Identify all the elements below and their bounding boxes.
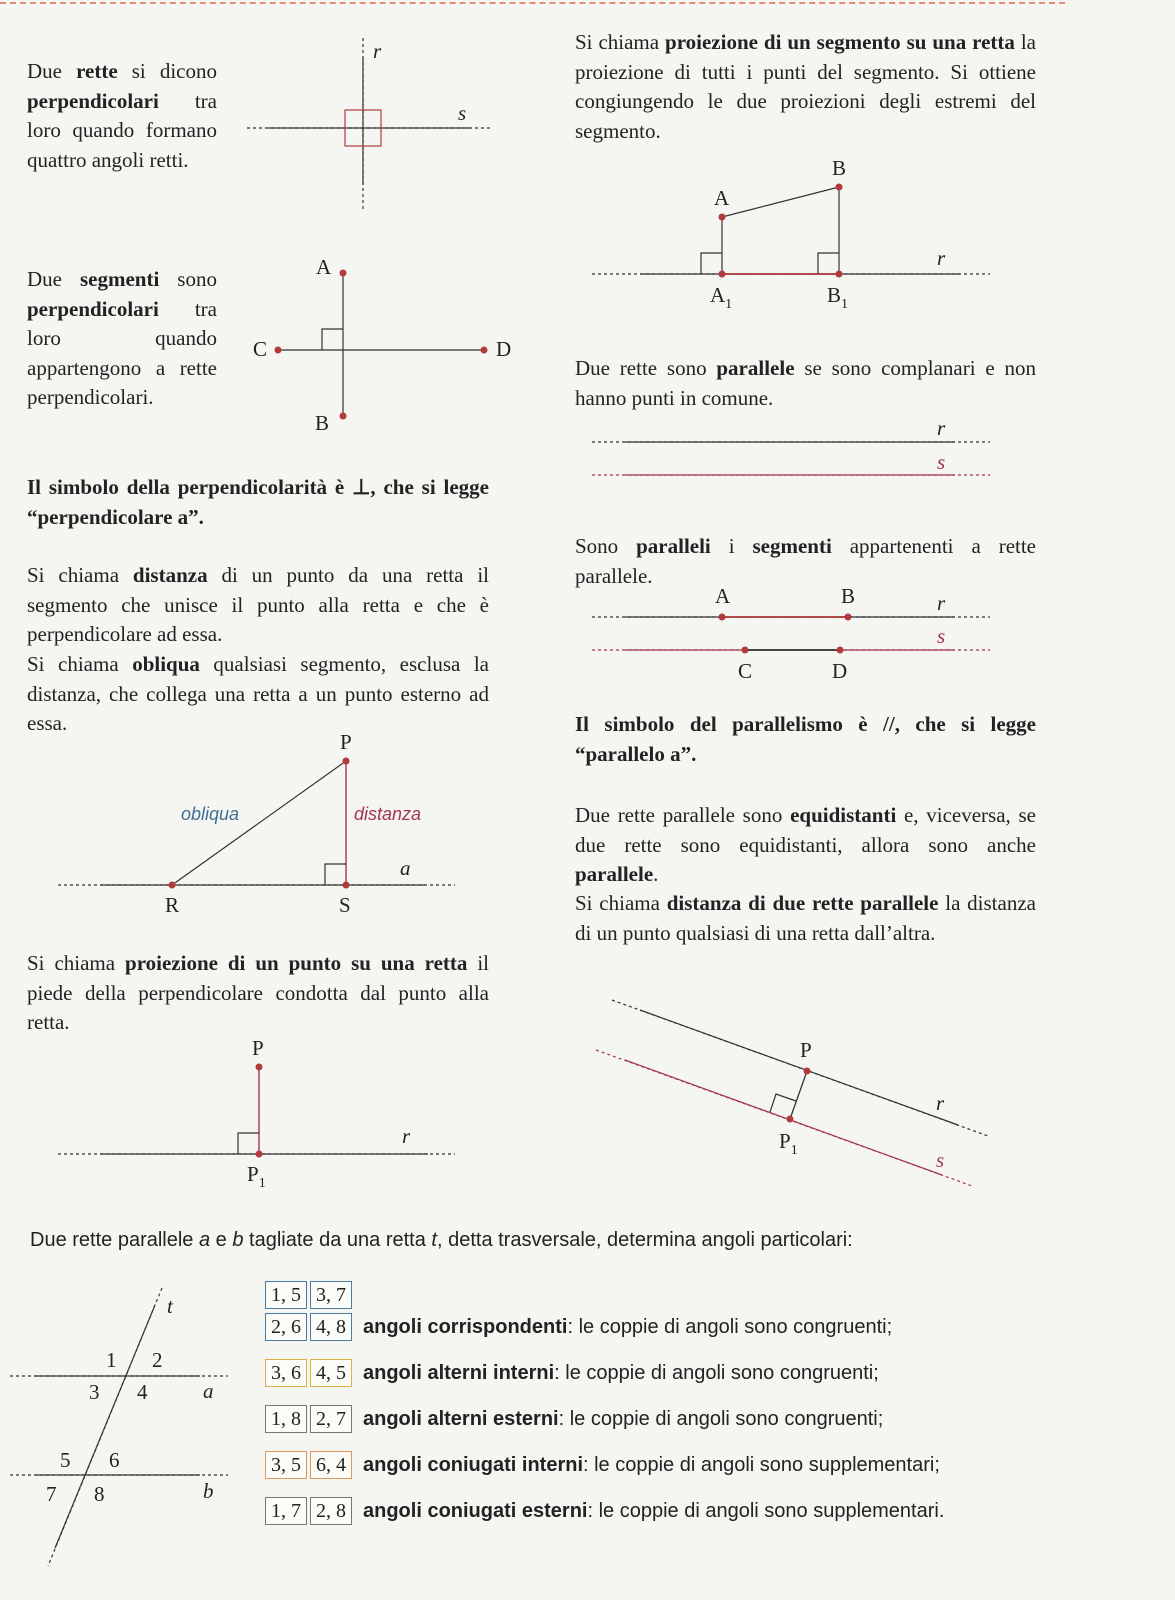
- point-B-label: B: [315, 411, 330, 435]
- line-r-label: r: [373, 39, 382, 63]
- parallel-segments-definition: Sono paralleli i segmenti appartenenti a rette parallele.: [575, 534, 1036, 588]
- angle-pair-box: 3, 5: [265, 1451, 307, 1479]
- perpendicular-lines-definition: Due rette si dicono perpendicolari tra loro quando formano quattro angoli retti.: [27, 59, 217, 172]
- point-B1-label: $B_1$: [827, 283, 849, 312]
- list-item: 3, 6 4, 5 angoli alterni interni: le coppie di angoli sono congruenti;: [265, 1359, 879, 1387]
- angle-pair-name: angoli alterni esterni: [363, 1407, 559, 1430]
- angle-1-label: 1: [106, 1348, 117, 1372]
- angle-7-label: 7: [46, 1482, 57, 1506]
- obliqua-label: obliqua: [181, 804, 240, 824]
- point-P-label: P: [800, 1038, 812, 1062]
- line-s-label: s: [937, 450, 946, 474]
- point-D-label: D: [832, 659, 848, 683]
- perpendicularity-symbol-text: Il simbolo della perpendicolarità è ⊥, che si legge “perpendicolare a”.: [27, 475, 489, 529]
- line-r-label: r: [936, 1091, 945, 1115]
- point-B-label: B: [841, 584, 856, 608]
- point-P-label: P: [252, 1036, 264, 1060]
- angle-pair-name: angoli corrispondenti: [363, 1315, 568, 1338]
- point-C-label: C: [738, 659, 753, 683]
- angle-4-label: 4: [137, 1380, 148, 1404]
- parallelism-symbol-text: Il simbolo del parallelismo è //, che si legge “parallelo a”.: [575, 712, 1036, 766]
- line-s-label: s: [937, 624, 946, 648]
- point-A-label: A: [715, 584, 731, 608]
- point-A1-label: $A_1$: [710, 283, 733, 312]
- angle-pair-box: 1, 8: [265, 1405, 307, 1433]
- list-item: 1, 7 2, 8 angoli coniugati esterni: le coppie di angoli sono supplementari.: [265, 1497, 944, 1525]
- list-item: 3, 5 6, 4 angoli coniugati interni: le coppie di angoli sono supplementari;: [265, 1451, 940, 1479]
- point-A-label: A: [316, 255, 332, 279]
- point-P1-label: $P_1$: [247, 1162, 266, 1191]
- angle-pair-box: 4, 5: [310, 1359, 352, 1387]
- transversal-intro: Due rette parallele a e b tagliate da una retta t, detta trasversale, determina angoli particolari:: [30, 1229, 853, 1251]
- parallel-distance-definition: Si chiama distanza di due rette parallele la distanza di un punto qualsiasi di una retta dall’altra.: [575, 891, 1036, 945]
- angle-pair-name: angoli coniugati esterni: [363, 1499, 588, 1522]
- equidistant-definition: Due rette parallele sono equidistanti e, viceversa, se due rette sono equidistanti, allora sono anche parallele.: [575, 803, 1036, 886]
- parallel-lines-definition: Due rette sono parallele se sono complanari e non hanno punti in comune.: [575, 356, 1036, 410]
- point-S-label: S: [339, 893, 351, 917]
- point-P-label: P: [340, 730, 352, 754]
- angle-pair-name: angoli coniugati interni: [363, 1453, 583, 1476]
- distanza-label: distanza: [354, 804, 422, 824]
- angle-5-label: 5: [60, 1448, 71, 1472]
- angle-6-label: 6: [109, 1448, 120, 1472]
- angle-pair-box: 1, 7: [265, 1497, 307, 1525]
- line-a-label: a: [400, 856, 411, 880]
- line-r-label: r: [937, 416, 946, 440]
- angle-pair-box: 4, 8: [310, 1313, 352, 1341]
- line-r-label: r: [402, 1124, 411, 1148]
- list-item: 2, 6 4, 8 angoli corrispondenti: le coppie di angoli sono congruenti;: [265, 1313, 892, 1341]
- angle-pair-box: 2, 7: [310, 1405, 352, 1433]
- list-item: [265, 1281, 355, 1309]
- angle-pair-name: angoli alterni interni: [363, 1361, 555, 1384]
- point-R-label: R: [165, 893, 180, 917]
- angle-8-label: 8: [94, 1482, 105, 1506]
- angle-pair-box: 1, 5: [265, 1281, 307, 1309]
- angle-pair-box: 3, 6: [265, 1359, 307, 1387]
- line-s-label: s: [936, 1148, 945, 1172]
- angle-2-label: 2: [152, 1348, 163, 1372]
- point-B-label: B: [832, 156, 847, 180]
- oblique-definition: Si chiama obliqua qualsiasi segmento, esclusa la distanza, che collega una retta a un punto esterno ad essa.: [27, 652, 489, 735]
- segment-projection-definition: Si chiama proiezione di un segmento su una retta la proiezione di tutti i punti del segmento. Si ottiene congiungendo le due proiezioni degli estremi del segmento.: [575, 30, 1036, 143]
- angle-pair-box: 2, 8: [310, 1497, 352, 1525]
- distance-definition: Si chiama distanza di un punto da una retta il segmento che unisce il punto alla retta e che è perpendicolare ad essa.: [27, 563, 489, 646]
- line-b-label: b: [203, 1479, 214, 1503]
- point-D-label: D: [496, 337, 512, 361]
- line-s-label: s: [458, 101, 467, 125]
- perpendicular-segments-definition: Due segmenti sono perpendicolari tra loro quando appartengono a rette perpendicolari.: [27, 267, 217, 409]
- angle-pair-box: 2, 6: [265, 1313, 307, 1341]
- point-C-label: C: [253, 337, 268, 361]
- line-r-label: r: [937, 591, 946, 615]
- point-P1-label: $P_1$: [779, 1129, 798, 1158]
- angle-pair-box: 6, 4: [310, 1451, 352, 1479]
- point-A-label: A: [714, 186, 730, 210]
- point-projection-definition: Si chiama proiezione di un punto su una retta il piede della perpendicolare condotta dal punto alla retta.: [27, 951, 490, 1034]
- angle-3-label: 3: [89, 1380, 100, 1404]
- list-item: 1, 8 2, 7 angoli alterni esterni: le coppie di angoli sono congruenti;: [265, 1405, 883, 1433]
- line-r-label: r: [937, 246, 946, 270]
- line-t-label: t: [167, 1294, 173, 1318]
- line-a-label: a: [203, 1379, 214, 1403]
- angle-pair-box: 3, 7: [310, 1281, 352, 1309]
